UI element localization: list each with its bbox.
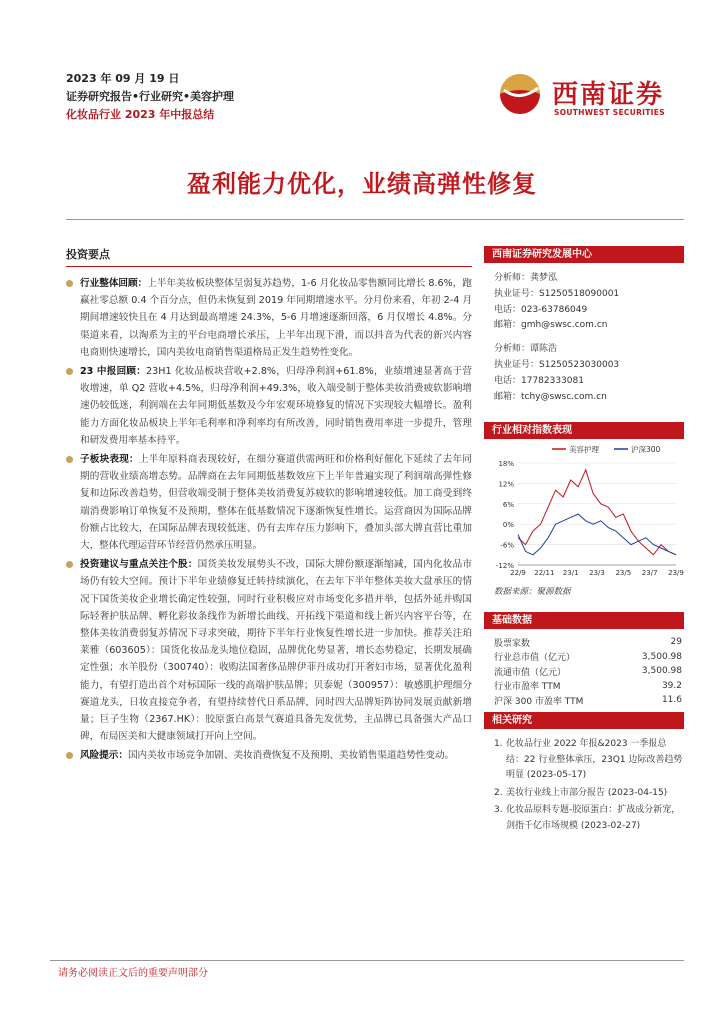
x-tick-label: 23/1 (562, 569, 579, 577)
legend-label: 沪深300 (631, 445, 661, 454)
x-tick-label: 22/11 (534, 569, 555, 577)
index-line-chart (484, 443, 684, 579)
paragraph-label: 风险提示： (80, 750, 128, 762)
list-item[interactable] (494, 803, 684, 834)
table-row (494, 635, 682, 650)
list-item[interactable] (494, 737, 684, 784)
row-label: 沪深 300 市盈率 TTM (494, 696, 584, 707)
bullet-icon (66, 456, 73, 463)
related-research-title: 相关研究 (484, 712, 684, 729)
list-item[interactable] (494, 786, 684, 802)
analyst-name: 分析师：龚梦泓 (494, 273, 558, 283)
investment-summary (66, 246, 472, 767)
x-tick-label: 23/9 (668, 569, 684, 577)
paragraph-label: 行业整体回顾： (80, 278, 148, 289)
analyst-cert: 执业证号：S1250523030003 (494, 359, 620, 370)
footer-divider (50, 960, 684, 961)
paragraph-text: 23H1 化妆品板块营收+2.8%，归母净利润+61.8%，业绩增速显著高于营收增速，单 Q2 营收+4.5%，归母净利润+49.3%，收入端受制于整体美妆消费疲软影响增速仍较低迷，利润端在去年同期低基数及今年宏观环境修复的情况下实现较大幅增长。盈利能力方面化妆品板块上半年毛利率和净利率均有所改善，同时销售费用率进一步提升，管理和研发费用率基本持平。 (80, 366, 472, 446)
item-number: 1. (494, 739, 503, 749)
row-value: 11.6 (661, 695, 682, 706)
chart-source: 数据来源：聚源数据 (494, 587, 571, 597)
item-text: 美妆行业线上市部分报告 (2023-04-15) (506, 787, 668, 798)
analyst-email[interactable]: 邮箱：gmh@swsc.com.cn (494, 320, 608, 331)
title-divider (66, 219, 684, 220)
summary-paragraph (66, 363, 472, 449)
row-label: 行业总市值（亿元） (494, 653, 576, 664)
bullet-icon (66, 368, 73, 375)
report-title: 盈利能力优化，业绩高弹性修复 (187, 169, 537, 198)
row-label: 股票家数 (494, 638, 531, 649)
summary-paragraph (66, 747, 472, 764)
paragraph-label: 投资建议与重点关注个股： (80, 559, 198, 571)
analyst-block (484, 271, 684, 334)
company-logo (494, 66, 684, 122)
report-subtitle: 化妆品行业 2023 年中报总结 (66, 108, 215, 121)
row-value: 29 (670, 637, 682, 648)
related-research-list (484, 737, 684, 834)
bullet-icon (66, 280, 73, 287)
y-tick-label: 6% (502, 500, 514, 509)
row-value: 39.2 (661, 680, 682, 691)
row-label: 行业市盈率 TTM (494, 682, 561, 693)
report-type: 证券研究报告•行业研究•美容护理 (66, 90, 235, 103)
row-value: 3,500.98 (641, 666, 682, 677)
analyst-name: 分析师：谭陈浩 (494, 344, 558, 355)
table-row (494, 679, 682, 694)
research-center-box (484, 246, 684, 405)
y-tick-label: 12% (498, 480, 514, 489)
logo-cn-text: 西南证券 (552, 80, 665, 110)
analyst-email[interactable]: 邮箱：tchy@swsc.com.cn (494, 391, 607, 402)
series-line-1 (518, 470, 676, 555)
logo-emblem-icon (494, 70, 546, 118)
series-line-2 (518, 514, 676, 555)
y-tick-label: -12% (495, 562, 514, 570)
paragraph-text: 上半年美妆板块整体呈弱复苏趋势，1-6 月化妆品零售额同比增长 8.6%，跑赢社零总额 0.4 个百分点，但仍未恢复到 2019 年同期增速水平。分月份来看，年初 2-4 月期间增速较快且在 4 月达到最高增速 24.3%，5-6 月增速逐渐回落，6 月仅增长 4.8%。分渠道来看，以淘系为主的平台电商增长承压，上半年出现下滑，而以抖音为代表的新兴内容电商则快速增长，国内美妆电商销售渠道格局正发生趋势性变化。 (80, 278, 472, 358)
index-chart-title: 行业相对指数表现 (484, 422, 684, 439)
table-row (494, 693, 682, 708)
basic-data-table (494, 635, 682, 708)
item-number: 3. (494, 805, 503, 815)
row-value: 3,500.98 (641, 651, 682, 662)
row-label: 流通市值（亿元） (494, 667, 567, 678)
summary-heading: 投资要点 (66, 248, 110, 261)
logo-en-text: SOUTHWEST SECURITIES (554, 108, 665, 117)
item-text: 化妆品行业 2022 年报&2023 一季报总结：22 行业整体承压，23Q1 边际改善趋势明显 (2023-05-17) (506, 739, 683, 780)
summary-paragraph (66, 275, 472, 361)
item-text: 化妆品原料专题-胶原蛋白：扩战成分新宠，剑指千亿市场规模 (2023-02-27) (506, 805, 681, 831)
basic-data-box (484, 612, 684, 708)
index-chart-box (484, 422, 684, 597)
bullet-icon (66, 752, 73, 759)
item-number: 2. (494, 787, 503, 798)
table-row (494, 650, 682, 665)
y-tick-label: 18% (498, 460, 514, 468)
analyst-block (484, 342, 684, 405)
summary-paragraph (66, 451, 472, 554)
paragraph-label: 23 中报回顾： (80, 366, 147, 378)
x-tick-label: 23/5 (615, 569, 632, 577)
paragraph-text: 国货美妆发展势头不改，国际大牌份额逐渐缩减，国内化妆品市场仍有较大空间。预计下半年业绩修复迁转持续演化，在去年下半年整体美妆大盘承压的情况下国货美妆企业增长确定性较强，同时行业积极应对市场变化多措并举，包括外延并购国际轻奢护肤品牌、孵化彩妆条线作为新增长曲线、开拓线下渠道和线上新兴内容平台等，在整体美妆消费弱复苏情况下寻求突破，期待下半年行业恢复性增长进一步加快。推荐关注珀莱雅（603605）：国货化妆品龙头地位稳固，品牌优化势显著，增长态势稳定，长期发展确定性强；水羊股份（300740）：收购法国奢侈品牌伊菲丹成功打开奢妇市场，显著优化盈利能力，有望打造出首个对标国际一线的高端护肤品牌；贝泰妮（300957）：敏感肌护理细分赛道龙头，日妆直接竞争者，有望持续替代日系品牌，同时四大品牌矩阵协同发展贡献新增量；巨子生物（2367.HK）：胶原蛋白高景气赛道具备先发优势，主品牌已具备强大产品口碑，布局医美和大健康领域打开向上空间。 (80, 559, 473, 743)
related-research-box (484, 712, 684, 836)
analyst-cert: 执业证号：S1250518090001 (494, 288, 620, 299)
report-date: 2023 年 09 月 19 日 (66, 72, 180, 85)
x-tick-label: 23/7 (641, 569, 658, 577)
bullet-icon (66, 561, 73, 568)
research-center-title: 西南证券研究发展中心 (484, 246, 684, 263)
table-row (494, 664, 682, 679)
analyst-phone: 电话：023-63786049 (494, 304, 588, 315)
basic-data-title: 基础数据 (484, 612, 684, 629)
y-tick-label: 0% (502, 521, 514, 530)
paragraph-label: 子板块表现： (80, 454, 139, 466)
summary-paragraph (66, 556, 472, 745)
paragraph-text: 上半年原料商表现较好，在细分赛道供需两旺和价格利好催化下延续了去年同期的营收业绩高增态势。品牌商在去年同期低基数效应下上半年普遍实现了利润端高弹性修复和边际改善趋势，但营收端受制于整体美妆消费复苏疲软的影响增速较低。加工商受到终端消费影响订单恢复不及预期，整体在低基数情况下逐渐恢复性增长。运营商因为国际品牌份额占比较大，在国际品牌表现较低迷、仍有去库存压力影响下，叠加头部大牌直营比重加大，整体代理运营环节经营仍然承压明显。 (80, 454, 473, 552)
legend-label: 美容护理 (569, 445, 599, 454)
summary-divider (66, 266, 472, 267)
x-tick-label: 22/9 (510, 569, 526, 577)
y-tick-label: -6% (500, 541, 514, 550)
x-tick-label: 23/3 (589, 569, 605, 577)
paragraph-text: 国内美妆市场竞争加剧、美妆消费恢复不及预期、美妆销售渠道趋势性变动。 (127, 750, 455, 762)
footer-disclaimer: 请务必阅读正文后的重要声明部分 (58, 968, 208, 979)
analyst-phone: 电话：17782333081 (494, 375, 584, 386)
